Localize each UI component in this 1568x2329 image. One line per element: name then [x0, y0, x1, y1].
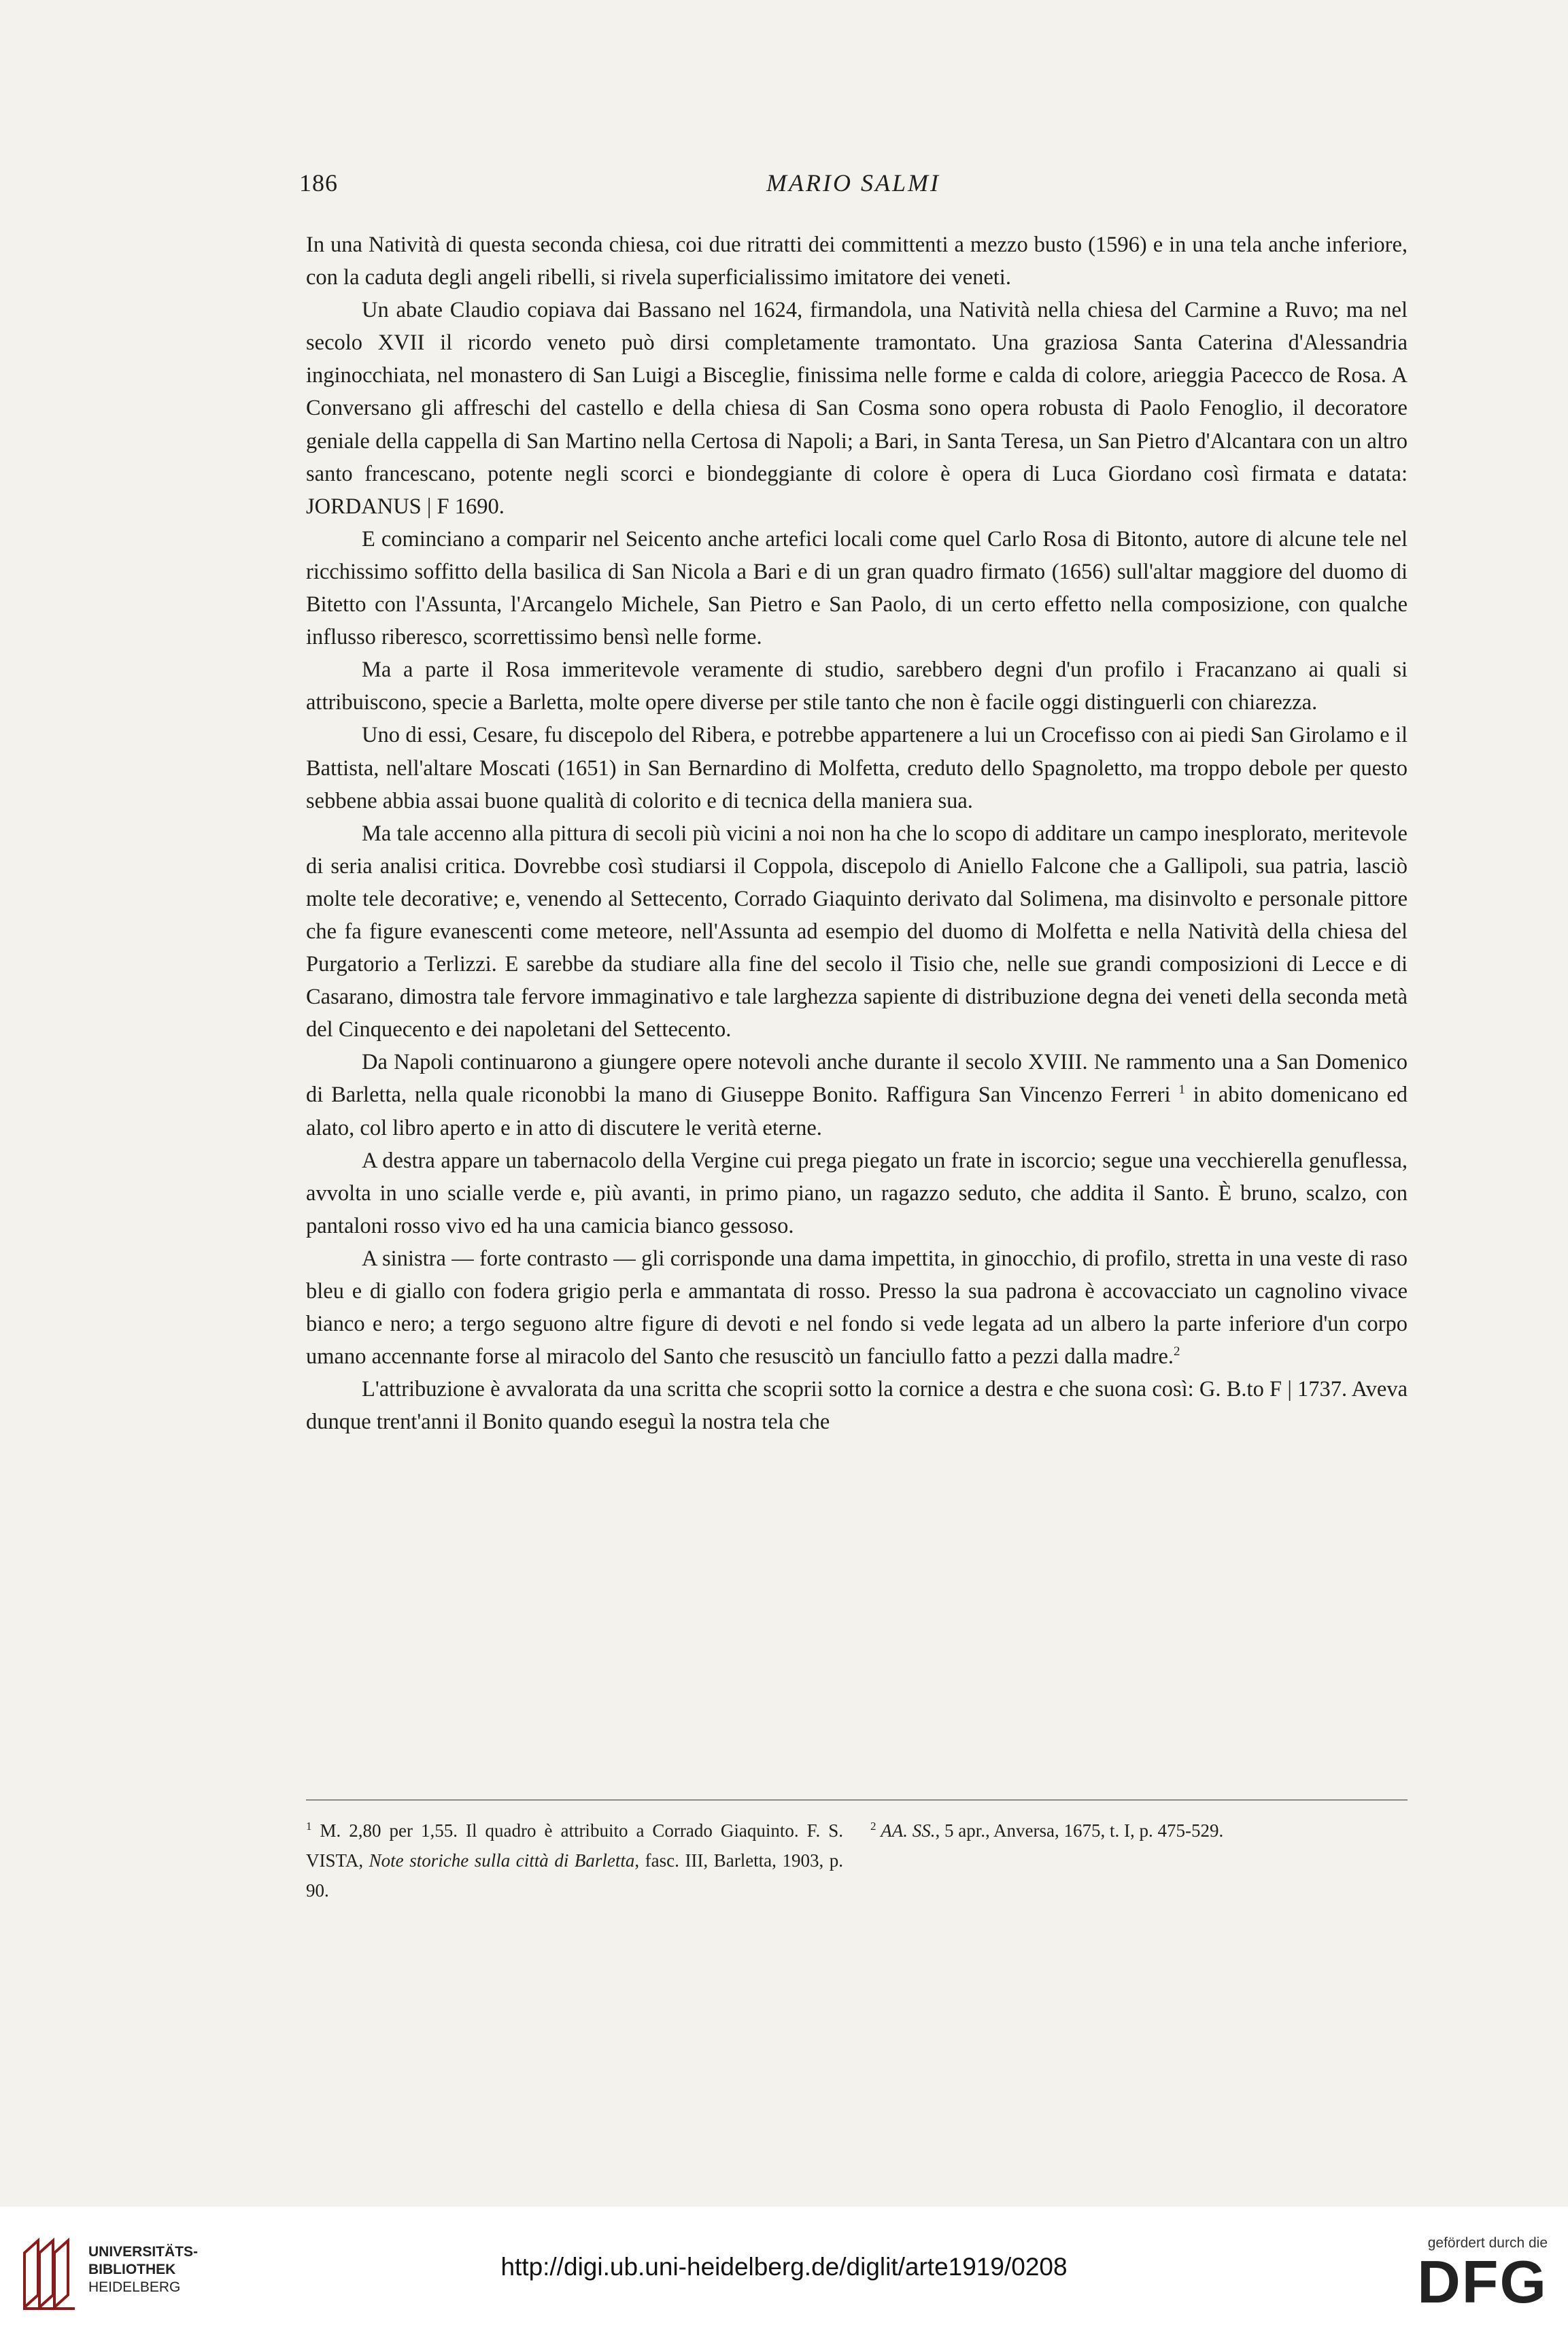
paragraph: E cominciano a comparir nel Seicento anche artefici locali come quel Carlo Rosa di Bitonto, autore di alcune tele nel ricchissimo soffitto della basilica di San Nicola a Bari e di un gran quadro firmato (1656) sull'altar maggiore del duomo di Bitetto con l'Assunta, l'Arcangelo Michele, San Pietro e San Paolo, di un certo effetto nella composizione, con qualche influsso riberesco, scorrettissimo bensì nelle forme.: [306, 526, 1408, 650]
paragraph: Un abate Claudio copiava dai Bassano nel 1624, firmandola, una Natività nella chiesa del Carmine a Ruvo; ma nel secolo XVII il ricordo veneto può dirsi completamente tramontato. Una graziosa Santa Caterina d'Alessandria inginocchiata, nel monastero di San Luigi a Bisceglie, finissima nelle forme e calda di colore, arieggia Pacecco de Rosa. A Conversano gli affreschi del castello e della chiesa di San Cosma sono opera robusta di Paolo Fenoglio, il decoratore geniale della cappella di San Martino nella Certosa di Napoli; a Bari, in Santa Teresa, un San Pietro d'Alcantara con un altro santo francescano, potente negli scorci e biondeggiante di colore è opera di Luca Giordano così firmata e datata: JORDANUS | F 1690.: [306, 298, 1408, 519]
sponsor-label: gefördert durch die: [1427, 2235, 1548, 2251]
paragraph: [306, 1046, 1408, 1144]
body-text: [306, 228, 1408, 1438]
sponsor: [1412, 2235, 1548, 2313]
paragraph: Ma a parte il Rosa immeritevole veramente di studio, sarebbero degni d'un profilo i Fracanzano ai quali si attribuiscono, specie a Barletta, molte opere diverse per stile tanto che non è facile oggi distinguerli con chiarezza.: [306, 658, 1408, 715]
paragraph: Ma tale accenno alla pittura di secoli più vicini a noi non ha che lo scopo di additare un campo inesplorato, meritevole di seria analisi critica. Dovrebbe così studiarsi il Coppola, discepolo di Aniello Falcone che a Gallipoli, sua patria, lasciò molte tele decorative; e, venendo al Settecento, Corrado Giaquinto derivato dal Solimena, ma disinvolto e personale pittore che fa figure evanescenti come meteore, nell'Assunta ad esempio del duomo di Molfetta e nella Natività della chiesa del Purgatorio a Terlizzi. E sarebbe da studiare alla fine del secolo il Tisio che, nelle sue grandi composizioni di Lecce e di Casarano, dimostra tale fervore immaginativo e tale larghezza sapiente di distribuzione degna dei veneti della seconda metà del Cinquecento e dei napoletani del Settecento.: [306, 821, 1408, 1042]
paragraph: In una Natività di questa seconda chiesa, coi due ritratti dei committenti a mezzo busto (1596) e in una tela anche inferiore, con la caduta degli angeli ribelli, si rivela superficialissimo imitatore dei veneti.: [306, 233, 1408, 290]
paragraph: [306, 1242, 1408, 1373]
paragraph-text: in abito domenicano ed alato, col libro aperto e in atto di discutere le verità eterne.: [306, 1083, 1408, 1140]
bottom-bar: [0, 2207, 1568, 2329]
footnote-number: 1: [306, 1820, 312, 1833]
footnote-text: , 5 apr., Anversa, 1675, t. I, p. 475-529.: [935, 1820, 1224, 1841]
footnote-title: AA. SS.: [881, 1820, 936, 1841]
permalink-url[interactable]: http://digi.ub.uni-heidelberg.de/diglit/arte1919/0208: [500, 2253, 1068, 2281]
footnote-title: Note storiche sulla città di Barletta: [369, 1850, 635, 1871]
library-name-line: HEIDELBERG: [88, 2279, 181, 2295]
dfg-logo: DFG: [1417, 2248, 1548, 2315]
paragraph: L'attribuzione è avvalorata da una scritta che scoprii sotto la cornice a destra e che suona così: G. B.to F | 1737. Aveva dunque trent'anni il Bonito quando eseguì la nostra tela che: [306, 1377, 1408, 1435]
paragraph: Uno di essi, Cesare, fu discepolo del Ribera, e potrebbe appartenere a lui un Crocefisso con ai piedi San Girolamo e il Battista, nell'altare Moscati (1651) in San Bernardino di Molfetta, creduto dello Spagnoletto, ma troppo debole per questo sebbene abbia assai buone qualità di colorito e di tecnica della maniera sua.: [306, 723, 1408, 813]
footnotes: [306, 1812, 1408, 1905]
footnote-text: , fasc. III, Barletta, 1903, p. 90.: [306, 1850, 844, 1901]
footnote-mark: 2: [1174, 1344, 1180, 1359]
footnote-rule: [306, 1799, 1408, 1801]
page-header: [299, 169, 1408, 209]
running-head: MARIO SALMI: [766, 169, 940, 197]
footnote-column-right: [870, 1812, 1408, 1905]
paragraph-text: A sinistra — forte contrasto — gli corrisponde una dama impettita, in ginocchio, di profilo, stretta in una veste di raso bleu e di giallo con fodera grigio perla e ammantata di rosso. Presso la sua padrona è accovacciato un cagnolino vivace bianco e nero; a tergo seguono altre figure di devoti e nel fondo si vede legata ad un albero la parte inferiore d'un corpo umano accennante forse al miracolo del Santo che resuscitò un fanciullo fatto a pezzi dalla madre.: [306, 1246, 1408, 1370]
page-number: 186: [299, 169, 338, 197]
library-name-line: UNIVERSITÄTS-: [88, 2244, 199, 2260]
paragraph-text: Da Napoli continuarono a giungere opere notevoli anche durante il secolo XVIII. Ne rammento una a San Domenico di Barletta, nella quale riconobbi la mano di Giuseppe Bonito. Raffigura San Vincenzo Ferreri: [306, 1050, 1408, 1108]
footnote-column-left: [306, 1812, 843, 1905]
footnote-mark: 1: [1178, 1083, 1185, 1098]
footnote-text: M. 2,80 per 1,55. Il quadro è attribuito a Corrado Giaquinto. F. S. VISTA,: [306, 1820, 844, 1871]
footnote-number: 2: [870, 1820, 876, 1833]
paragraph: A destra appare un tabernacolo della Vergine cui prega piegato un frate in iscorcio; segue una vecchierella genuflessa, avvolta in uno scialle verde e, più avanti, in primo piano, un ragazzo seduto, che addita il Santo. È bruno, scalzo, con pantaloni rosso vivo ed ha una camicia bianco gessoso.: [306, 1148, 1408, 1238]
library-name-line: BIBLIOTHEK: [88, 2262, 176, 2277]
